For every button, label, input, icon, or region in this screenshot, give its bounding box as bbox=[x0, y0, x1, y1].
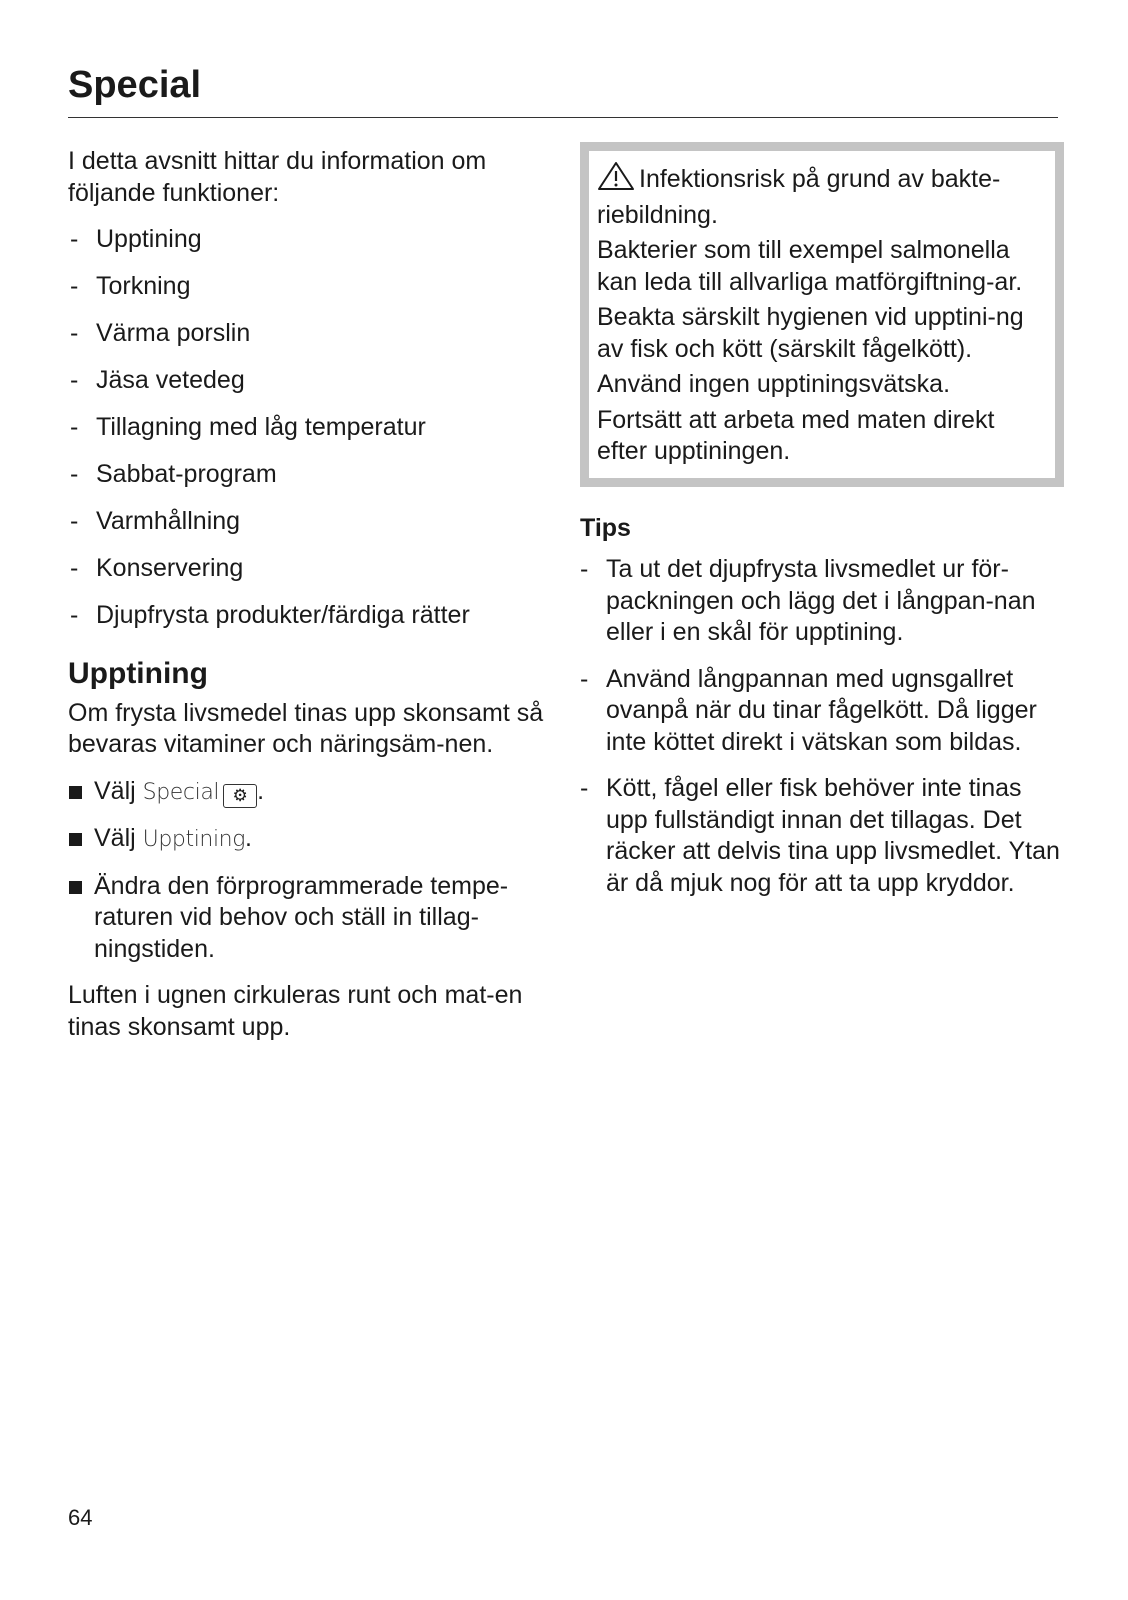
tip-item: - Ta ut det djupfrysta livsmedlet ur för-packningen och lägg det i långpan-nan eller i en skål för upptining. bbox=[580, 555, 1036, 646]
page-number: 64 bbox=[68, 1505, 93, 1530]
list-item: - Värma porslin bbox=[70, 319, 251, 347]
left-column bbox=[68, 146, 556, 1043]
list-item: - Jäsa vetedeg bbox=[70, 366, 245, 394]
list-item: - Upptining bbox=[70, 225, 202, 253]
display-label: Special bbox=[142, 779, 220, 805]
tips-list bbox=[580, 554, 1064, 899]
warning-box bbox=[580, 142, 1064, 487]
warning-paragraph: Bakterier som till exempel salmonella kan leda till allvarliga matförgiftning-ar. bbox=[597, 236, 1023, 296]
tip-item: - Kött, fågel eller fisk behöver inte tinas upp fullständigt innan det tillagas. Det räcker att delvis tina upp livsmedlet. Ytan är då mjuk nog för att ta upp kryddor. bbox=[580, 774, 1060, 897]
title-divider bbox=[68, 117, 1058, 118]
intro-text: I detta avsnitt hittar du information om följande funktioner: bbox=[68, 147, 487, 207]
step-item: Välj Special ⚙ . bbox=[68, 776, 556, 809]
bullet-square-icon bbox=[69, 833, 82, 846]
bullet-square-icon bbox=[69, 881, 82, 894]
right-column bbox=[580, 142, 1064, 914]
list-item: - Sabbat-program bbox=[70, 460, 277, 488]
bullet-square-icon bbox=[69, 786, 82, 799]
list-item: - Varmhållning bbox=[70, 507, 241, 535]
closing-text: Luften i ugnen cirkuleras runt och mat-en tinas skonsamt upp. bbox=[68, 981, 523, 1041]
list-item: - Djupfrysta produkter/färdiga rätter bbox=[70, 601, 470, 629]
list-item: - Konservering bbox=[70, 554, 244, 582]
step-list bbox=[68, 776, 556, 966]
warning-triangle-icon bbox=[597, 161, 635, 200]
list-item: - Tillagning med låg temperatur bbox=[70, 413, 426, 441]
warning-paragraph: Beakta särskilt hygienen vid upptini-ng av fisk och kött (särskilt fågelkött). bbox=[597, 303, 1024, 363]
list-item: - Torkning bbox=[70, 272, 191, 300]
section-heading: Upptining bbox=[68, 656, 208, 690]
tip-item: - Använd långpannan med ugnsgallret ovanpå när du tinar fågelkött. Då ligger inte köttet direkt i vätskan som bildas. bbox=[580, 664, 1037, 756]
step-item: Ändra den förprogrammerade tempe-raturen vid behov och ställ in tillag-ningstiden. bbox=[68, 871, 556, 966]
step-item: Välj Upptining. bbox=[68, 823, 556, 856]
section-text: Om frysta livsmedel tinas upp skonsamt så bevaras vitaminer och näringsäm-nen. bbox=[68, 698, 544, 758]
tips-heading: Tips bbox=[580, 513, 631, 542]
special-key-icon: ⚙ bbox=[223, 784, 257, 808]
display-label: Upptining bbox=[142, 827, 246, 852]
function-list bbox=[68, 224, 556, 632]
warning-paragraph: Använd ingen upptiningsvätska. bbox=[597, 370, 951, 398]
warning-paragraph: Fortsätt att arbeta med maten direkt efter upptiningen. bbox=[597, 405, 995, 465]
warning-title: Infektionsrisk på grund av bakte-riebildning. bbox=[597, 161, 1045, 231]
page-title: Special bbox=[68, 64, 202, 106]
